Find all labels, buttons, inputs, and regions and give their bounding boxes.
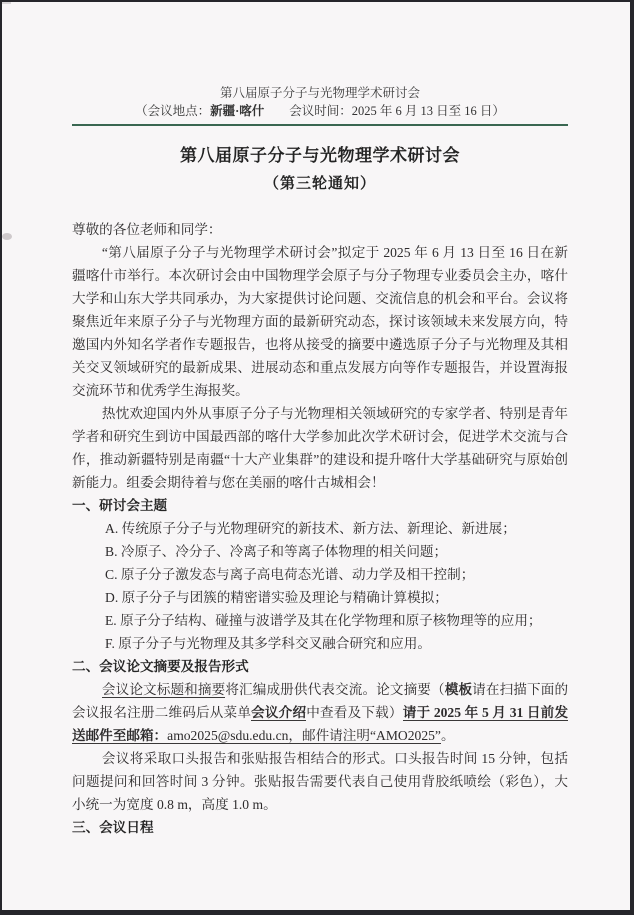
- scan-smudge: [2, 233, 12, 240]
- welcome-paragraph: 热忱欢迎国内外从事原子分子与光物理相关领域研究的专家学者、特别是青年学者和研究生到访中国最西部的喀什大学参加此次学术研讨会，促进学术交流与合作，推动新疆特别是南疆“十大产业集群”的建设和提升喀什大学基础研究与原始创新能力。组委会期待着与您在美丽的喀什古城相会！: [72, 406, 568, 490]
- meta-prefix: （会议地点：: [135, 104, 211, 118]
- topic-item-f: F. 原子分子与光物理及其多学科交叉融合研究和应用。: [105, 636, 431, 651]
- text-run: 将汇编成册供代表交流。论文摘要（: [225, 682, 445, 697]
- document-title: 第八届原子分子与光物理学术研讨会: [180, 146, 460, 165]
- topic-item-b: B. 冷原子、冷分子、冷离子和等离子体物理的相关问题；: [105, 544, 448, 559]
- email-address: amo2025@sdu.edu.cn，邮件请注明“AMO2025”: [167, 728, 441, 743]
- text-run: 中查看及下载）: [306, 705, 403, 720]
- deadline-text: 请于 2025 年 5 月 31 日前发送邮件至邮箱：: [72, 705, 569, 743]
- section-heading-topics: 一、研讨会主题: [72, 498, 168, 513]
- meta-gap: [264, 104, 289, 118]
- meta-time: 会议时间：2025 年 6 月 13 日至 16 日）: [289, 104, 505, 118]
- topic-item-d: D. 原子分子与团簇的精密谱实验及理论与精确计算模拟；: [105, 590, 448, 605]
- document-body: [72, 218, 568, 839]
- text-run-underlined: 会议论文标题和摘要: [101, 682, 226, 697]
- topic-item-c: C. 原子分子激发态与离子高电荷态光谱、动力学及相干控制；: [105, 567, 475, 582]
- document-subtitle: （第三轮通知）: [263, 176, 376, 192]
- intro-paragraph: “第八届原子分子与光物理学术研讨会”拟定于 2025 年 6 月 13 日至 16 日在新疆喀什市举行。本次研讨会由中国物理学会原子与分子物理专业委员会主办，喀什大学和山东大学共同承办，为大家提供讨论问题、交流信息的机会和平台。会议将聚焦近年来原子分子与光物理方面的最新研究动态，探讨该领域未来发展方向，特邀国内外知名学者作专题报告，也将从接受的摘要中遴选原子分子与光物理及其相关交叉领域研究的最新成果、进展动态和重点发展方向等作专题报告，并设置海报交流环节和优秀学生海报奖。: [72, 245, 568, 398]
- document-page: [2, 2, 630, 910]
- salutation: 尊敬的各位老师和同学：: [72, 222, 222, 237]
- running-header-title: 第八届原子分子与光物理学术研讨会: [219, 86, 420, 100]
- text-run-bold: 模板: [444, 682, 473, 697]
- topic-item-e: E. 原子分子结构、碰撞与波谱学及其在化学物理和原子核物理等的应用；: [105, 613, 542, 628]
- report-format-paragraph: 会议将采取口头报告和张贴报告相结合的形式。口头报告时间 15 分钟，包括问题提问和回答时间 3 分钟。张贴报告需要代表自己使用背胶纸喷绘（彩色），大小统一为宽度 0.8 m，高度 1.0 m。: [72, 751, 568, 812]
- running-header-meta: [72, 103, 568, 119]
- text-run: 请在扫描下面的会议报名注册二维码后从菜单: [72, 682, 569, 720]
- header-rule: [72, 124, 568, 126]
- topic-item-a: A. 传统原子分子与光物理研究的新技术、新方法、新理论、新进展；: [105, 521, 516, 536]
- text-run-bold-underlined: 会议介绍: [251, 705, 307, 720]
- scan-edge-notch: [2, 2, 11, 4]
- section-heading-abstract: 二、会议论文摘要及报告形式: [72, 659, 249, 674]
- text-run: 。: [440, 728, 455, 743]
- section-heading-schedule: 三、会议日程: [72, 820, 154, 835]
- abstract-paragraph: [72, 678, 568, 747]
- meta-location: 新疆·喀什: [210, 104, 265, 118]
